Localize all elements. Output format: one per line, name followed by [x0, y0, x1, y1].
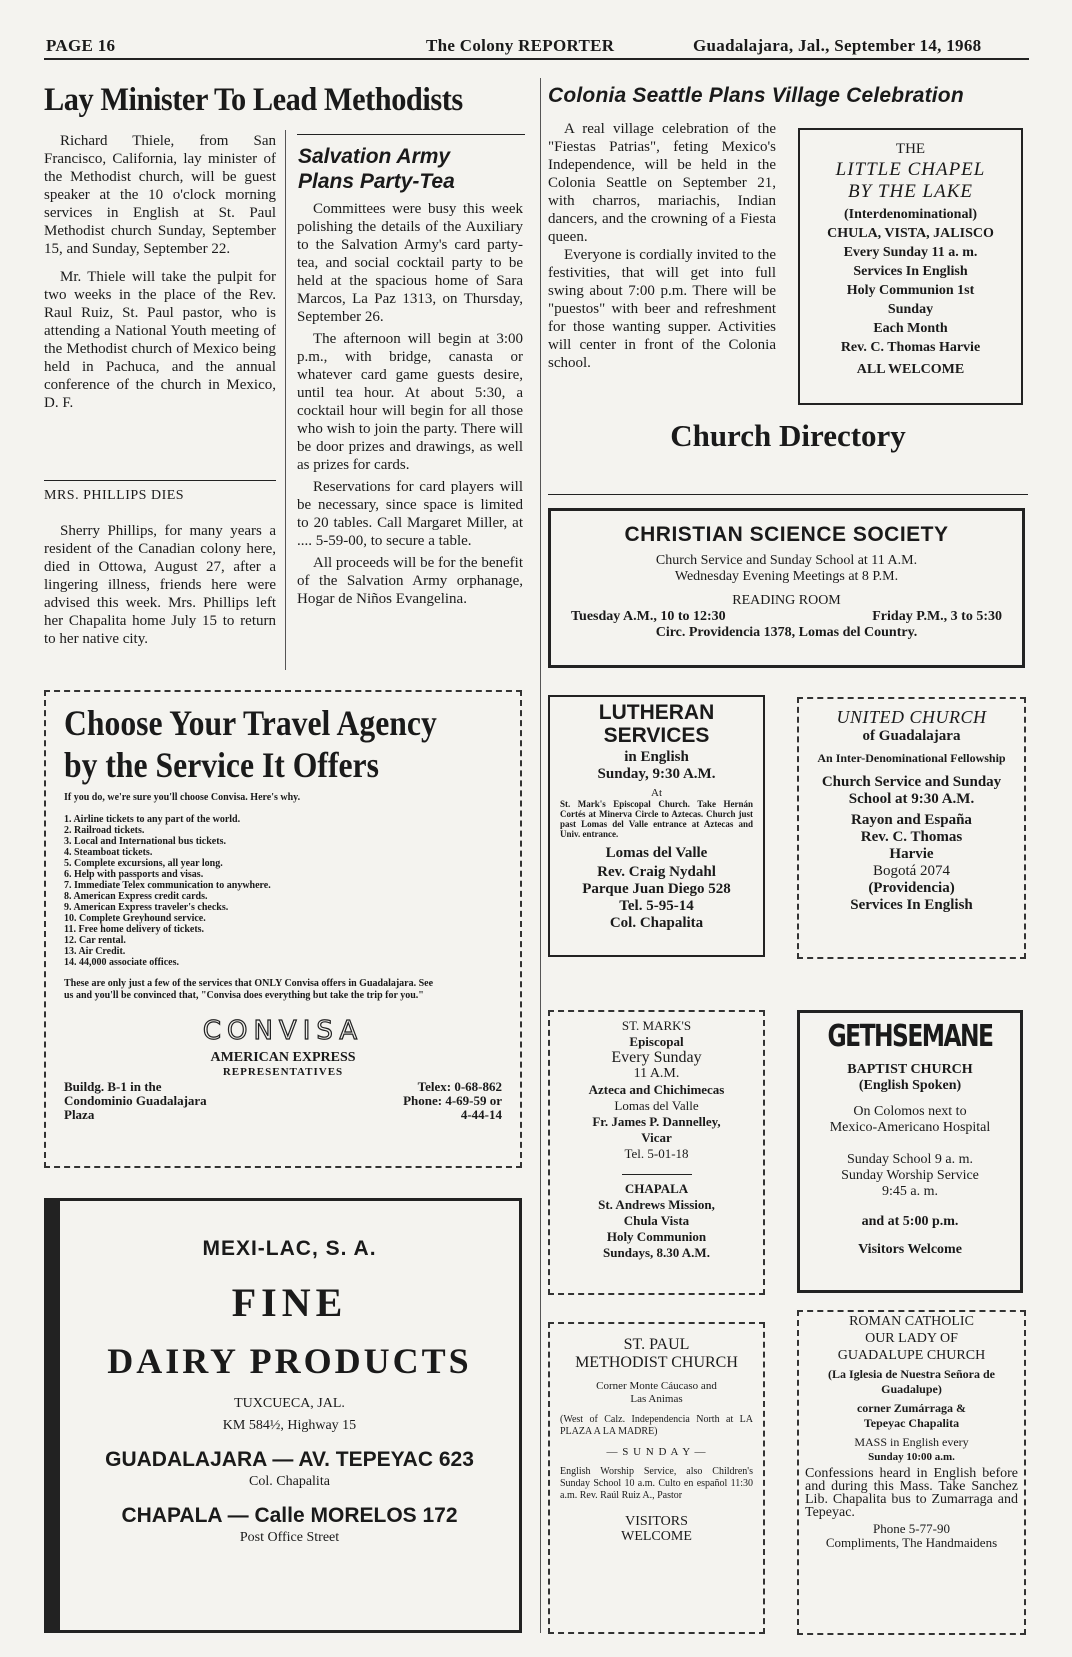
- seattle-article: [548, 120, 776, 382]
- dateline: Guadalajara, Jal., September 14, 1968: [693, 36, 982, 55]
- mexilac-town: TUXCUECA, JAL.: [234, 1396, 345, 1411]
- united-church-ad: [797, 697, 1026, 959]
- chapel-denom: (Interdenominational): [844, 207, 977, 222]
- mexilac-km: KM 584½, Highway 15: [222, 1418, 357, 1433]
- lutheran-address: Parque Juan Diego 528: [582, 881, 731, 897]
- phone: Phone: 4-69-59 or: [403, 1093, 502, 1108]
- guadalupe-iglesia: (La Iglesia de Nuestra Señora de Guadalupe): [828, 1367, 995, 1396]
- gethsemane-ad: [797, 1010, 1023, 1293]
- gethsemane-hospital: Mexico-Americano Hospital: [829, 1120, 991, 1135]
- stmarks-vicar-name: Fr. James P. Dannelley,: [592, 1114, 721, 1129]
- lay-p2: Mr. Thiele will take the pulpit for two weeks in the place of the Rev. Raul Ruiz, St. Paul pastor, who is attending a National Youth meeting of the Methodist church of Mexico being held in Pachuca, and the annual conference of the church in Mexico, D. F.: [44, 269, 276, 411]
- column-divider: [540, 78, 541, 1633]
- service-item: 14. 44,000 associate offices.: [64, 957, 179, 968]
- lay-p1: Richard Thiele, from San Francisco, California, lay minister of the Methodist church, will be guest speaker at the 10 o'clock morning services in English at St. Paul Methodist church Sunday, September 15, and Sunday, September 22.: [44, 133, 276, 257]
- guadalupe-phone: Phone 5-77-90: [873, 1521, 950, 1536]
- travel-phones: [403, 1080, 502, 1122]
- service-item: 4. Steamboat tickets.: [64, 847, 153, 858]
- service-item: 12. Car rental.: [64, 935, 126, 946]
- mexilac-dairy: DAIRY PRODUCTS: [107, 1341, 472, 1381]
- stmarks-time: 11 A.M.: [633, 1066, 680, 1081]
- united-fellowship: An Inter-Denominational Fellowship: [817, 751, 1006, 765]
- gethsemane-school: Sunday School 9 a. m.: [847, 1152, 973, 1167]
- service-item: 7. Immediate Telex communication to anywhere.: [64, 880, 271, 891]
- stpaul-directions: (West of Calz. Independencia North at LA PLAZA A LA MADRE): [560, 1414, 753, 1437]
- travel-intro: If you do, we're sure you'll choose Convisa. Here's why.: [64, 792, 301, 803]
- salvation-p2: The afternoon will begin at 3:00 p.m., with bridge, canasta or whatever card game guests desire, until tea hour. At about 5:30, a cocktail hour will begin for all those who wish to join the party. There will be door prizes and drawings, as well as prizes for cards.: [297, 331, 523, 473]
- service-item: 6. Help with passports and visas.: [64, 869, 204, 880]
- representatives-label: REPRESENTATIVES: [222, 1066, 344, 1078]
- cs-title: CHRISTIAN SCIENCE SOCIETY: [624, 523, 949, 546]
- travel-address: [64, 1080, 207, 1122]
- gethsemane-title: GETHSEMANE: [827, 1019, 993, 1054]
- cs-friday: Friday P.M., 3 to 5:30: [872, 609, 1002, 624]
- lutheran-english: in English: [624, 749, 689, 765]
- gethsemane-welcome: Visitors Welcome: [858, 1242, 962, 1257]
- guadalupe-confessions: Confessions heard in English before and during this Mass. Take Sanchez Lib. Chapalita bus to Zumarraga and Tepeyac.: [805, 1466, 1018, 1520]
- church-directory-title: Church Directory: [670, 418, 906, 453]
- christian-science-ad: [548, 508, 1025, 668]
- chapel-location: CHULA, VISTA, JALISCO: [827, 226, 994, 241]
- stpaul-corner: Corner Monte Cáucaso and Las Animas: [596, 1380, 717, 1405]
- chapel-lake: BY THE LAKE: [847, 181, 974, 202]
- gethsemane-colomos: On Colomos next to: [853, 1104, 967, 1119]
- travel-title-1: Choose Your Travel Agency: [64, 703, 437, 743]
- stmarks-tel: Tel. 5-01-18: [624, 1146, 689, 1161]
- united-providencia: (Providencia): [868, 880, 955, 896]
- united-english: Services In English: [850, 897, 973, 913]
- chapel-rev: Rev. C. Thomas Harvie: [840, 340, 981, 355]
- cs-address: Circ. Providencia 1378, Lomas del Country.: [655, 625, 918, 640]
- mexilac-chapala: CHAPALA — Calle MORELOS 172: [121, 1504, 458, 1527]
- guadalupe-catholic: ROMAN CATHOLIC: [849, 1314, 974, 1329]
- service-item: 1. Airline tickets to any part of the world.: [64, 814, 241, 825]
- lutheran-title: LUTHERAN: [598, 701, 715, 724]
- convisa-logo: CONVISA: [202, 1016, 364, 1046]
- stpaul-visitors: VISITORS: [625, 1514, 688, 1529]
- lutheran-tel: Tel. 5-95-14: [619, 898, 694, 914]
- chapala-label: CHAPALA: [624, 1181, 689, 1196]
- article-divider: [285, 130, 286, 670]
- united-city: of Guadalajara: [862, 728, 961, 744]
- lay-minister-article: [44, 132, 276, 422]
- service-item: 11. Free home delivery of tickets.: [64, 924, 205, 935]
- lutheran-time: Sunday, 9:30 A.M.: [597, 766, 716, 782]
- guadalupe-corner: corner Zumárraga & Tepeyac Chapalita: [856, 1401, 967, 1430]
- lutheran-col: Col. Chapalita: [609, 915, 704, 931]
- lutheran-services: SERVICES: [603, 724, 710, 747]
- travel-outro: These are only just a few of the services that ONLY Convisa offers in Guadalajara. See us and you'll be convinced that, "Convisa does everything but take the trip for you.": [64, 978, 434, 1001]
- cs-line2: Wednesday Evening Meetings at 8 P.M.: [674, 569, 899, 584]
- gethsemane-english: (English Spoken): [858, 1078, 962, 1093]
- united-service: Church Service and Sunday School at 9:30 A.M.: [821, 774, 1002, 807]
- travel-contact: [64, 1080, 502, 1122]
- chapel-the: THE: [895, 141, 926, 157]
- phillips-subhead: MRS. PHILLIPS DIES: [44, 488, 185, 503]
- page-number: PAGE 16: [46, 36, 116, 55]
- guadalupe-church: GUADALUPE CHURCH: [837, 1348, 986, 1363]
- mexilac-fine: FINE: [231, 1280, 348, 1325]
- salvation-headline: Salvation Army Plans Party-Tea: [298, 145, 455, 193]
- salvation-p3: Reservations for card players will be necessary, since space is limited to 20 tables. Call Margaret Miller, at .... 5-59-00, to secure a table.: [297, 479, 523, 549]
- phillips-article: [44, 522, 276, 658]
- gethsemane-evening: and at 5:00 p.m.: [861, 1214, 959, 1229]
- andrews-mission: St. Andrews Mission,: [598, 1197, 715, 1212]
- lay-minister-headline: Lay Minister To Lead Methodists: [44, 82, 463, 118]
- salvation-article: [297, 200, 523, 618]
- mexilac-gdl: GUADALAJARA — AV. TEPEYAC 623: [105, 1448, 474, 1471]
- guadalupe-compliments: Compliments, The Handmaidens: [825, 1535, 998, 1550]
- directory-rule: [548, 494, 1028, 495]
- stpaul-title: ST. PAUL: [623, 1336, 690, 1353]
- service-item: 13. Air Credit.: [64, 946, 126, 957]
- addr-1: Buildg. B-1 in the: [64, 1079, 162, 1094]
- mexilac-po: Post Office Street: [239, 1530, 340, 1545]
- stmarks-lomas: Lomas del Valle: [614, 1098, 699, 1113]
- service-item: 2. Railroad tickets.: [64, 825, 145, 836]
- guadalupe-mass: MASS in English every: [854, 1435, 969, 1449]
- addr-3: Plaza: [64, 1107, 95, 1122]
- chapel-welcome: ALL WELCOME: [856, 362, 965, 377]
- mexilac-name: MEXI-LAC, S. A.: [202, 1237, 377, 1260]
- lutheran-at: At: [651, 787, 662, 799]
- mexilac-col: Col. Chapalita: [249, 1474, 330, 1489]
- service-item: 5. Complete excursions, all year long.: [64, 858, 223, 869]
- service-item: 9. American Express traveler's checks.: [64, 902, 229, 913]
- lay-sub-rule: [44, 480, 276, 481]
- guadalupe-time: Sunday 10:00 a.m.: [868, 1451, 955, 1463]
- phillips-p: Sherry Phillips, for many years a resident of the Canadian colony here, died in Ottowa, August 27, after a lingering illness, friends here were advised this week. Mrs. Phillips left her Chapalita home July 15 to return to her native city.: [44, 523, 276, 647]
- stpaul-schedule: English Worship Service, also Children's Sunday School 10 a.m. Culto en español 11:30 a.m. Rev. Raúl Ruiz A., Pastor: [560, 1466, 753, 1501]
- seattle-p1: A real village celebration of the "Fiestas Patrias", feting Mexico's Independence, will be held in the Colonia Seattle on September 21, with charros, mariachis, Indian dancers, and the crowning of a Fiesta queen.: [548, 121, 776, 245]
- lutheran-directions: St. Mark's Episcopal Church. Take Hernán Cortés at Minerva Circle to Aztecas. Church just past Lomas del Valle entrance at Aztecas and Univ. entrance.: [560, 799, 753, 839]
- chapel-communion: Holy Communion 1st: [846, 283, 975, 298]
- stmarks-vicar: Vicar: [641, 1130, 672, 1145]
- guadalupe-ad: [797, 1310, 1026, 1635]
- lutheran-rev: Rev. Craig Nydahl: [597, 864, 716, 880]
- gethsemane-baptist: BAPTIST CHURCH: [847, 1062, 973, 1077]
- phone-2: 4-44-14: [460, 1107, 502, 1122]
- service-item: 8. American Express credit cards.: [64, 891, 208, 902]
- chapel-sunday: Sunday: [887, 302, 934, 317]
- travel-title-2: by the Service It Offers: [64, 745, 379, 785]
- chapel-name: LITTLE CHAPEL: [835, 159, 986, 180]
- amex-label: AMERICAN EXPRESS: [210, 1050, 356, 1065]
- stmarks-sunday: Every Sunday: [611, 1049, 702, 1066]
- paper-name: The Colony REPORTER: [426, 36, 615, 55]
- addr-2: Condominio Guadalajara: [64, 1093, 207, 1108]
- lutheran-ad: [548, 695, 765, 957]
- guadalupe-lady: OUR LADY OF: [865, 1331, 958, 1346]
- seattle-p2: Everyone is cordially invited to the festivities, that will get into full swing about 7:00 p.m. There will be "puestos" with beer and refreshment for those wanting supper. Activities will center in front of the Colonia school.: [548, 247, 776, 371]
- salvation-top-rule: [297, 134, 525, 135]
- cs-hours: [551, 609, 1022, 625]
- salvation-p4: All proceeds will be for the benefit of the Salvation Army orphanage, Hogar de Niños Evangelina.: [297, 555, 523, 607]
- cs-tuesday: Tuesday A.M., 10 to 12:30: [571, 609, 726, 624]
- chula-vista: Chula Vista: [623, 1213, 690, 1228]
- cs-reading: READING ROOM: [732, 593, 841, 608]
- gethsemane-worship: Sunday Worship Service: [841, 1168, 979, 1183]
- stpaul-sunday: — S U N D A Y —: [606, 1446, 707, 1458]
- stmarks-divider: [622, 1174, 692, 1175]
- header-rule: [44, 58, 1029, 60]
- stmarks-address: Azteca and Chichimecas: [588, 1082, 725, 1097]
- united-street: Bogotá 2074: [872, 863, 951, 879]
- united-rev: Rev. C. Thomas Harvie: [860, 829, 963, 862]
- gethsemane-time: 9:45 a. m.: [882, 1184, 938, 1199]
- stpaul-methodist: METHODIST CHURCH: [575, 1354, 738, 1371]
- stmarks-title: ST. MARK'S: [621, 1018, 692, 1033]
- chapel-month: Each Month: [873, 321, 948, 336]
- st-marks-ad: [548, 1010, 765, 1295]
- chapel-services: Services In English: [853, 264, 968, 279]
- service-item: 3. Local and International bus tickets.: [64, 836, 226, 847]
- salvation-p1: Committees were busy this week polishing the details of the Auxiliary to the Salvation Army's card party-tea, and social cocktail party to be held at the spacious home of Sara Marcos, La Paz 1313, on Thursday, September 26.: [297, 201, 523, 325]
- holy-communion: Holy Communion: [606, 1229, 707, 1244]
- service-item: 10. Complete Greyhound service.: [64, 913, 206, 924]
- united-address: Rayon and España: [851, 812, 972, 828]
- chapel-time: Every Sunday 11 a. m.: [843, 245, 978, 260]
- lutheran-lomas: Lomas del Valle: [605, 845, 708, 861]
- united-title: UNITED CHURCH: [836, 707, 987, 727]
- stpaul-welcome: WELCOME: [621, 1529, 692, 1544]
- little-chapel-ad: [798, 128, 1023, 405]
- andrews-time: Sundays, 8.30 A.M.: [603, 1245, 710, 1260]
- travel-agency-ad: [44, 690, 522, 1168]
- mexilac-ad: [44, 1198, 522, 1633]
- stmarks-episcopal: Episcopal: [629, 1034, 684, 1049]
- st-paul-ad: [548, 1322, 765, 1634]
- seattle-headline: Colonia Seattle Plans Village Celebration: [548, 84, 964, 107]
- cs-line1: Church Service and Sunday School at 11 A.M.: [655, 553, 918, 568]
- travel-service-list: [64, 814, 502, 968]
- telex: Telex: 0-68-862: [417, 1079, 502, 1094]
